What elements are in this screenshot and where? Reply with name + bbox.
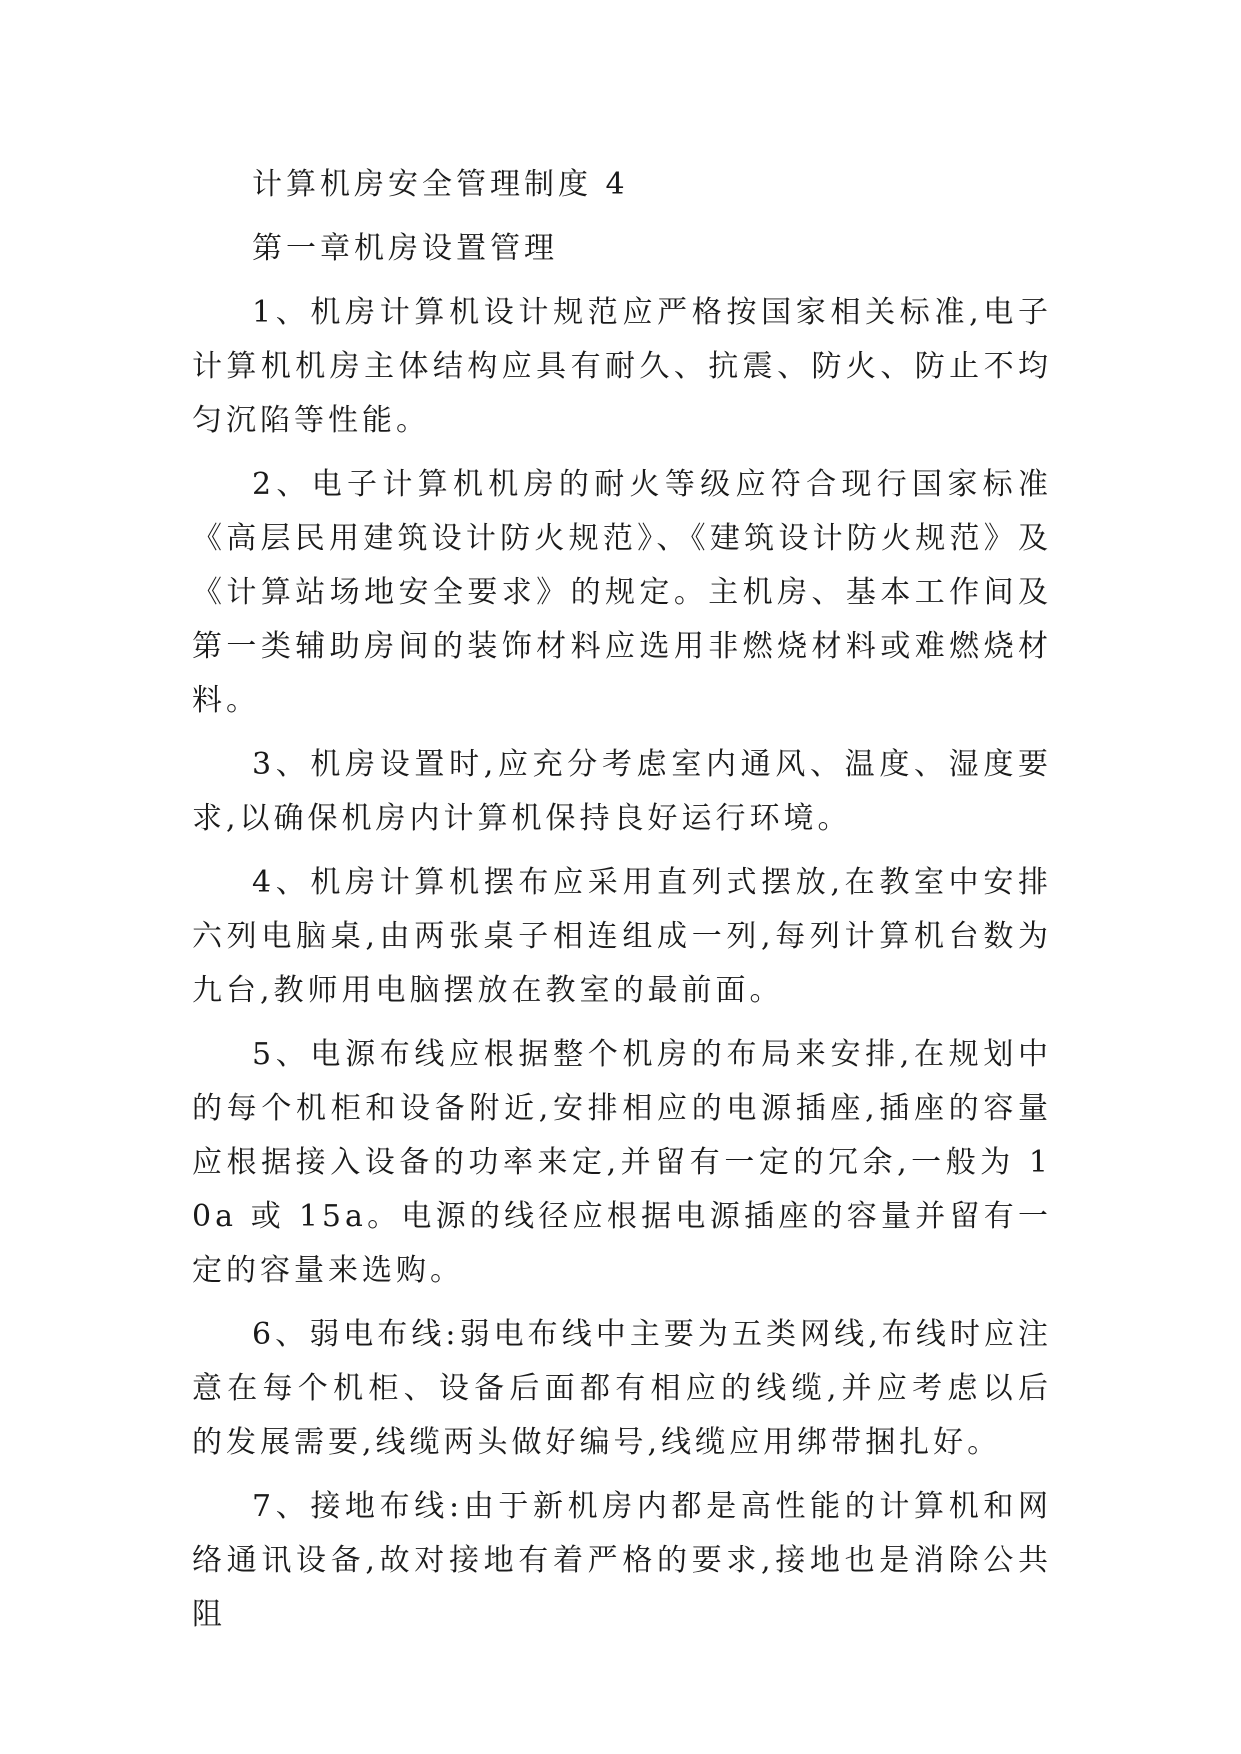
paragraph-3: 3、机房设置时,应充分考虑室内通风、温度、湿度要求,以确保机房内计算机保持良好运行环境。: [192, 747, 1052, 836]
document-body: [192, 158, 1052, 1652]
paragraph-5: 5、电源布线应根据整个机房的布局来安排,在规划中的每个机柜和设备附近,安排相应的电源插座,插座的容量应根据接入设备的功率来定,并留有一定的冗余,一般为 10a 或 15a。电源的线径应根据电源插座的容量并留有一定的容量来选购。: [192, 1037, 1052, 1288]
paragraph-6: 6、弱电布线:弱电布线中主要为五类网线,布线时应注意在每个机柜、设备后面都有相应的线缆,并应考虑以后的发展需要,线缆两头做好编号,线缆应用绑带捆扎好。: [192, 1317, 1052, 1460]
chapter-heading: 第一章机房设置管理: [252, 231, 558, 266]
document-title: 计算机房安全管理制度 4: [252, 167, 629, 202]
paragraph-7: 7、接地布线:由于新机房内都是高性能的计算机和网络通讯设备,故对接地有着严格的要求,接地也是消除公共阻: [192, 1489, 1052, 1632]
paragraph-2: 2、电子计算机机房的耐火等级应符合现行国家标准《高层民用建筑设计防火规范》、《建筑设计防火规范》及《计算站场地安全要求》的规定。主机房、基本工作间及第一类辅助房间的装饰材料应选用非燃烧材料或难燃烧材料。: [192, 467, 1052, 718]
paragraph-1: 1、机房计算机设计规范应严格按国家相关标准,电子计算机机房主体结构应具有耐久、抗震、防火、防止不均匀沉陷等性能。: [192, 295, 1052, 438]
paragraph-4: 4、机房计算机摆布应采用直列式摆放,在教室中安排六列电脑桌,由两张桌子相连组成一列,每列计算机台数为九台,教师用电脑摆放在教室的最前面。: [192, 865, 1052, 1008]
